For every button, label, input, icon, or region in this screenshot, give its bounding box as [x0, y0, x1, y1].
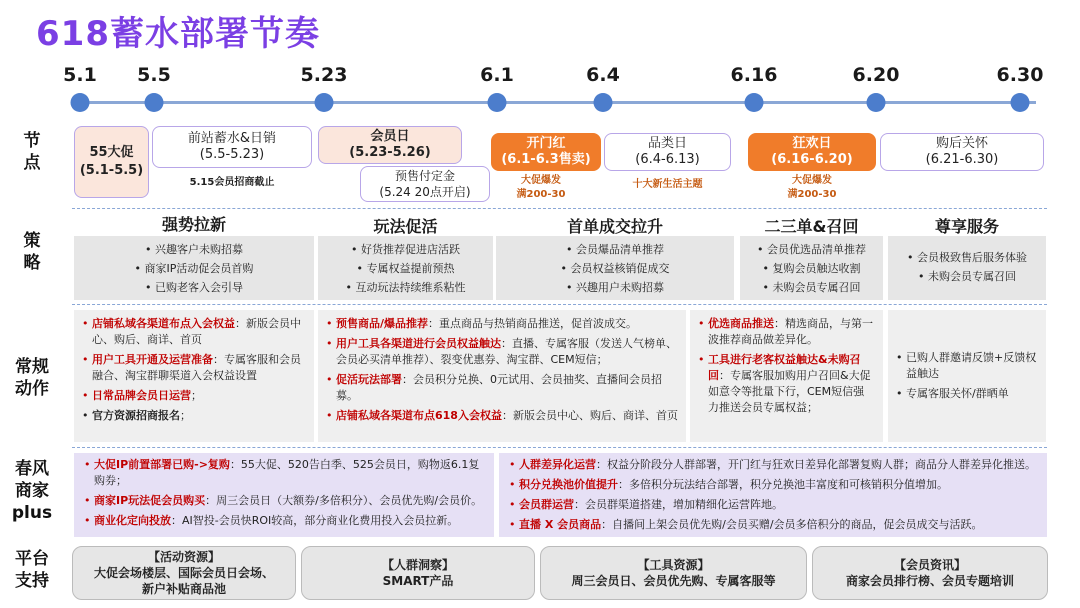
divider	[72, 208, 1047, 209]
routine-box: • 店铺私域各渠道布点入会权益：新版会员中心、购后、商详、首页 • 用户工具开通及运营准备：专属客服和会员融合、淘宝群聊渠道入会权益设置 • 日常品牌会员日运营； • 官方资源招商报名；	[74, 310, 314, 442]
node-pre-store: 前站蓄水&日销 (5.5-5.23)	[152, 126, 312, 168]
node-55-promo: 55大促 (5.1-5.5)	[74, 126, 149, 198]
row-label-routine: 常规 动作	[15, 357, 49, 399]
node-note: 十大新生活主题	[632, 179, 703, 190]
timeline-dot	[145, 93, 164, 112]
row-label-platform: 平台 支持	[15, 549, 49, 591]
date-label: 6.20	[852, 64, 900, 86]
row-label-plus: 春风 商家 plus	[11, 459, 53, 523]
timeline-dot	[488, 93, 507, 112]
routine-box: • 已购人群邀请反馈+反馈权益触达 • 专属客服关怀/群晒单	[888, 310, 1046, 442]
divider	[72, 304, 1047, 305]
timeline-dot	[71, 93, 90, 112]
date-label: 5.5	[137, 64, 171, 86]
node-category-day: 品类日 (6.4-6.13)	[604, 133, 731, 171]
plus-box-left: • 大促IP前置部署已购->复购：55大促、520告白季、525会员日，购物返6.1复购券； • 商家IP玩法促会员购买：周三会员日（大额券/多倍积分）、会员优先购/会员价。 • 商业化定向投放：AI智投-会员快ROI较高，部分商业化费用投入会员拉新。	[74, 453, 494, 537]
page-title: 618蓄水部署节奏	[36, 14, 320, 54]
node-open-red: 开门红 (6.1-6.3售卖)	[491, 133, 601, 171]
platform-tool-resources: 【工具资源】 周三会员日、会员优先购、专属客服等	[540, 546, 807, 600]
strategy-head: 强势拉新	[161, 215, 226, 234]
timeline-dot	[867, 93, 886, 112]
strategy-box: • 会员优选品清单推荐 • 复购会员触达收割 • 未购会员专属召回	[740, 236, 883, 300]
plus-box-right: • 人群差异化运营：权益分阶段分人群部署，开门红与狂欢日差异化部署复购人群；商品分人群差异化推送。 • 积分兑换池价值提升：多倍积分玩法结合部署，积分兑换池丰富度和可核销积分值增加。 • 会员群运营：会员群渠道搭建，增加精细化运营阵地。 • 直播 X 会员商品：自播间上架会员优先购/会员买赠/会员多倍积分的商品，促会员成交与活跃。	[499, 453, 1047, 537]
timeline-dot	[594, 93, 613, 112]
strategy-head: 玩法促活	[373, 217, 438, 236]
platform-activity-resources: 【活动资源】 大促会场楼层、国际会员日会场、 新户补贴商品池	[72, 546, 296, 600]
date-label: 6.1	[480, 64, 514, 86]
platform-crowd-insight: 【人群洞察】 SMART产品	[301, 546, 535, 600]
node-presale: 预售付定金 (5.24 20点开启)	[360, 166, 490, 202]
strategy-box: • 兴趣客户未购招募 • 商家IP活动促会员首购 • 已购老客入会引导	[74, 236, 314, 300]
node-note: 大促爆发 满200-30	[787, 175, 837, 200]
node-member-day: 会员日 (5.23-5.26)	[318, 126, 462, 164]
strategy-head: 尊享服务	[934, 217, 999, 236]
date-label: 6.4	[586, 64, 620, 86]
strategy-head: 二三单&召回	[764, 217, 859, 236]
routine-box: • 优选商品推送：精选商品，与第一波推荐商品做差异化。 • 工具进行老客权益触达&未购召回：专属客服加购用户召回&大促如意令等批量下行，CEM短信强力推送会员专属权益；	[690, 310, 883, 442]
date-label: 6.30	[996, 64, 1044, 86]
date-label: 6.16	[730, 64, 778, 86]
node-after-purchase: 购后关怀 (6.21-6.30)	[880, 133, 1044, 171]
strategy-box: • 好货推荐促进店活跃 • 专属权益提前预热 • 互动玩法持续维系粘性	[318, 236, 493, 300]
strategy-box: • 会员爆品清单推荐 • 会员权益核销促成交 • 兴趣用户未购招募	[496, 236, 734, 300]
timeline-dot	[315, 93, 334, 112]
row-label-strategy: 策 略	[23, 231, 41, 273]
date-label: 5.23	[300, 64, 348, 86]
routine-box: • 预售商品/爆品推荐：重点商品与热销商品推送，促首波成交。 • 用户工具各渠道进行会员权益触达：直播、专属客服（发送人气榜单、会员必买清单推荐）、裂变优惠券、淘宝群、CEM短信； • 促活玩法部署：会员积分兑换、0元试用、会员抽奖、直播间会员招募。 • 店铺私域各渠道布点618入会权益：新版会员中心、购后、商详、首页	[318, 310, 686, 442]
node-note: 5.15会员招商截止	[189, 177, 275, 188]
row-label-node: 节 点	[23, 131, 41, 173]
node-note: 大促爆发 满200-30	[516, 175, 566, 200]
date-label: 5.1	[63, 64, 97, 86]
timeline-dot	[745, 93, 764, 112]
strategy-box: • 会员极致售后服务体验 • 未购会员专属召回	[888, 236, 1046, 300]
strategy-head: 首单成交拉升	[566, 217, 663, 236]
platform-member-info: 【会员资讯】 商家会员排行榜、会员专题培训	[812, 546, 1048, 600]
divider	[72, 447, 1047, 448]
timeline-dot	[1011, 93, 1030, 112]
timeline-line	[78, 101, 1036, 104]
node-carnival: 狂欢日 (6.16-6.20)	[748, 133, 876, 171]
